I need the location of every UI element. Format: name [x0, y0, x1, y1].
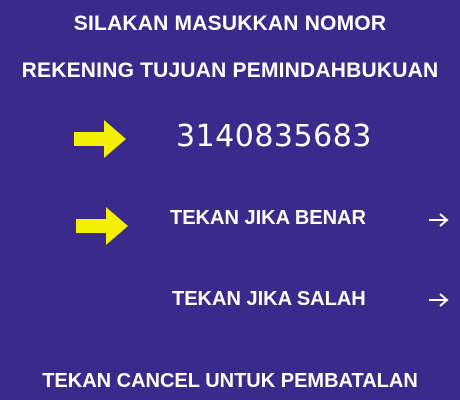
cancel-instruction: TEKAN CANCEL UNTUK PEMBATALAN — [42, 370, 418, 392]
prompt-line-1: SILAKAN MASUKKAN NOMOR — [73, 12, 387, 35]
confirm-wrong-option[interactable]: TEKAN JIKA SALAH — [172, 288, 366, 310]
account-number-display: 3140835683 — [176, 119, 372, 154]
arrow-right-icon[interactable] — [428, 292, 450, 308]
yellow-right-arrow-icon — [76, 207, 128, 245]
confirm-correct-option[interactable]: TEKAN JIKA BENAR — [170, 207, 366, 229]
arrow-right-icon[interactable] — [428, 212, 450, 228]
yellow-right-arrow-icon — [74, 120, 126, 158]
prompt-line-2: REKENING TUJUAN PEMINDAHBUKUAN — [21, 59, 439, 82]
